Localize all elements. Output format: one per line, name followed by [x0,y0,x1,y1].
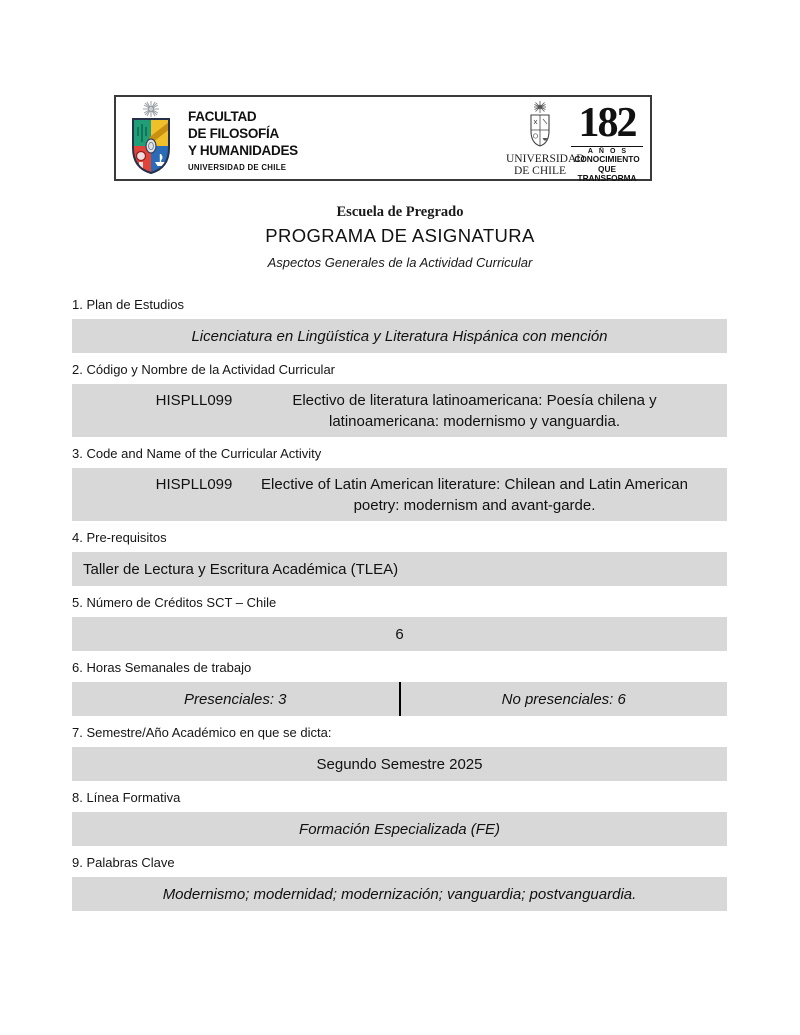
field-codigo-nombre [72,361,727,437]
field-creditos-sct [72,594,727,651]
field-label: 9. Palabras Clave [72,855,175,870]
faculty-university-line: UNIVERSIDAD DE CHILE [188,163,287,172]
field-value-box [72,682,727,716]
years-rule [571,146,643,147]
field-label: 6. Horas Semanales de trabajo [72,660,252,675]
tagline-line: CONOCIMIENTO [574,154,640,164]
logo-header-box [114,95,652,181]
faculty-line: Y HUMANIDADES [188,143,298,158]
faculty-logo-text [188,100,298,176]
field-label: 3. Code and Name of the Curricular Activity [72,446,322,461]
field-label: 5. Número de Créditos SCT – Chile [72,595,277,610]
course-name-line: Electivo de literatura latinoamericana: Poesía chilena y [292,392,657,409]
field-semestre [72,724,727,781]
field-value-box [72,468,727,521]
university-name-line: UNIVERSIDAD [506,153,585,165]
field-code-name-english [72,445,727,521]
university-name-line: DE CHILE [513,164,567,177]
field-horas-semanales [72,659,727,716]
course-name-line: Elective of Latin American literature: Chilean and Latin American [261,476,688,493]
field-label: 4. Pre-requisitos [72,530,167,545]
field-palabras-clave [72,854,727,911]
faculty-line: DE FILOSOFÍA [188,126,279,141]
tagline-line: QUE TRANSFORMA [577,163,637,183]
university-crest-outline-icon [523,101,557,149]
field-label: 2. Código y Nombre de la Actividad Curricular [72,362,336,377]
field-value-box: Licenciatura en Lingüística y Literatura Hispánica con mención [72,319,727,353]
field-label: 7. Semestre/Año Académico en que se dicta: [72,725,332,740]
field-value-box: Modernismo; modernidad; modernización; vanguardia; postvanguardia. [72,877,727,911]
course-code: HISPLL099 [155,476,233,493]
course-name-line: poetry: modernism and avant-garde. [353,497,596,514]
course-code: HISPLL099 [155,392,233,409]
field-value-box: 6 [72,617,727,651]
field-value-box [72,384,727,437]
years-label: AÑOS [587,148,633,155]
field-prerequisitos [72,529,727,586]
program-title: PROGRAMA DE ASIGNATURA [265,225,535,246]
anniversary-logo [569,101,645,184]
hours-presenciales: Presenciales: 3 [183,690,287,708]
field-linea-formativa [72,789,727,846]
field-value-box: Segundo Semestre 2025 [72,747,727,781]
field-label: 1. Plan de Estudios [72,297,185,312]
faculty-crest-icon [128,100,174,176]
faculty-line: FACULTAD [188,109,257,124]
document-subtitle: Aspectos Generales de la Actividad Curricular [267,255,533,270]
field-plan-de-estudios [72,296,727,353]
fields-section [72,296,727,919]
years-number: 182 [578,100,636,146]
university-logo [506,101,585,177]
hours-no-presenciales: No presenciales: 6 [501,690,626,708]
faculty-logo [128,100,298,176]
field-value-box: Taller de Lectura y Escritura Académica (TLEA) [72,552,727,586]
field-label: 8. Línea Formativa [72,790,181,805]
course-name-line: latinoamericana: modernismo y vanguardia. [329,413,620,430]
school-title: Escuela de Pregrado [336,204,464,220]
field-value-box: Formación Especializada (FE) [72,812,727,846]
